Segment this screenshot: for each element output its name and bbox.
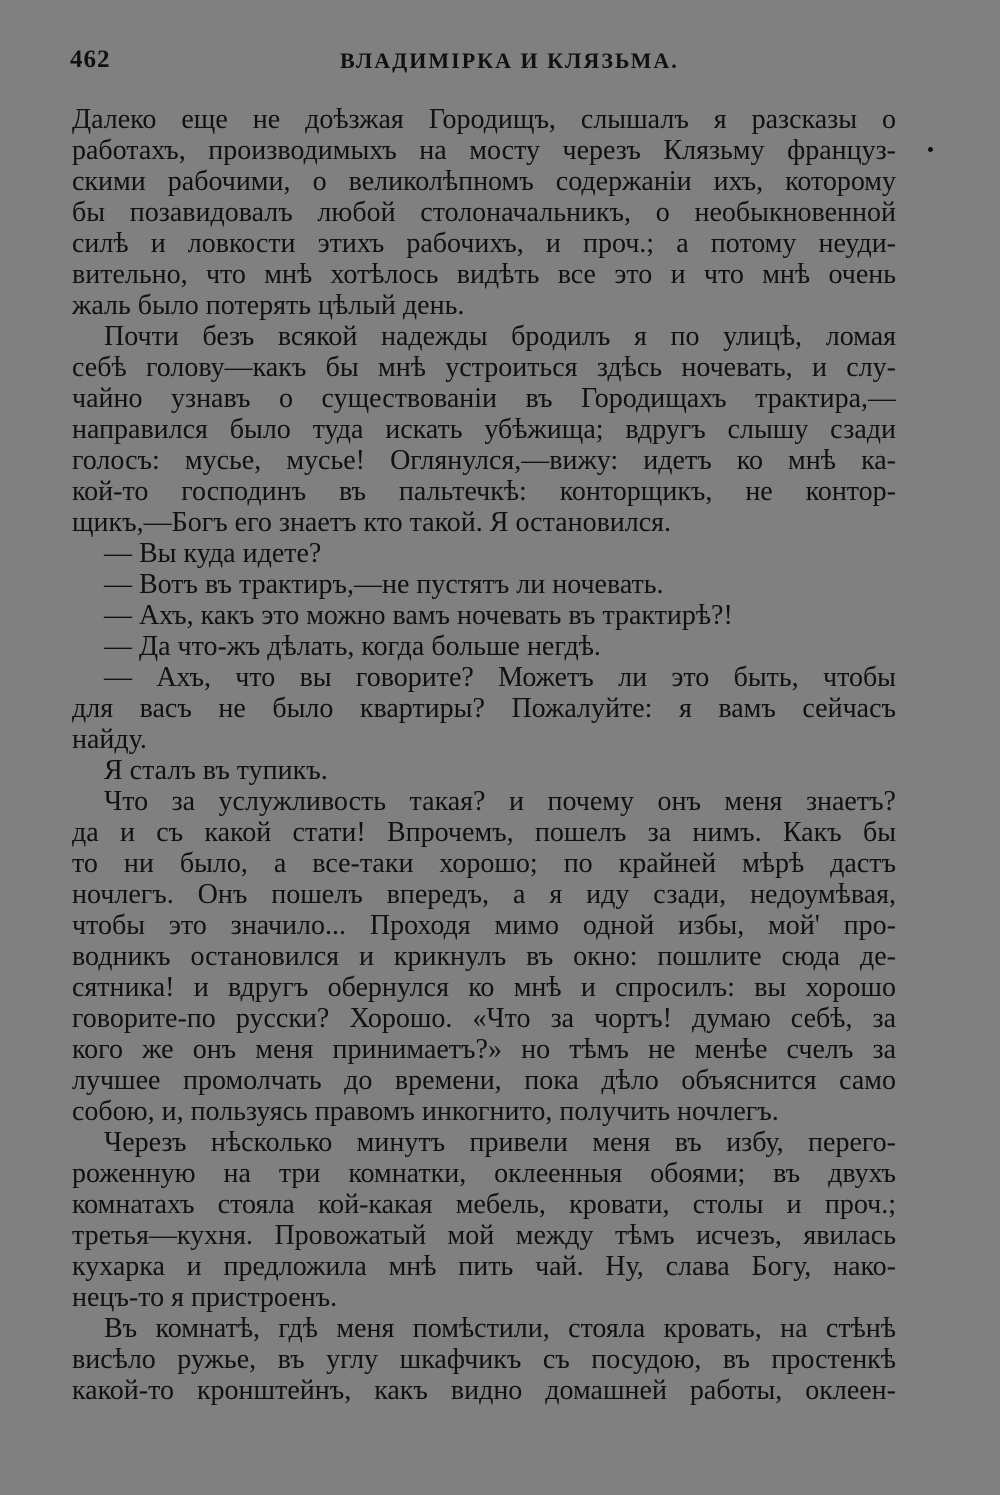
text-line: Я сталъ въ тупикъ.	[104, 755, 328, 786]
dialogue-line: — Да что-жъ дѣлать, когда больше негдѣ.	[104, 631, 601, 662]
running-title: ВЛАДИМІРКА И КЛЯЗЬМА.	[340, 48, 679, 73]
text-line: третья—кухня. Провожатый мой между тѣмъ исчезъ, явилась	[72, 1220, 896, 1251]
text-line: кухарка и предложила мнѣ пить чай. Ну, слава Богу, нако-	[72, 1251, 896, 1282]
text-line: роженную на три комнатки, оклеенныя обоями; въ двухъ	[72, 1158, 896, 1189]
dialogue-line: — Ахъ, что вы говорите? Можетъ ли это быть, чтобы	[104, 662, 896, 693]
text-line: Почти безъ всякой надежды бродилъ я по улицѣ, ломая	[104, 321, 896, 352]
page-header	[70, 46, 896, 80]
text-line: собою, и, пользуясь правомъ инкогнито, получить ночлегъ.	[72, 1096, 779, 1127]
text-line: чтобы это значило... Проходя мимо одной избы, мой' про-	[72, 910, 896, 941]
text-line: Далеко еще не доѣзжая Городищъ, слышалъ я разсказы о	[72, 104, 896, 135]
text-line: сятника! и вдругъ обернулся ко мнѣ и спросилъ: вы хорошо	[72, 972, 896, 1003]
text-line: для васъ не было квартиры? Пожалуйте: я вамъ сейчасъ	[72, 693, 896, 724]
text-line: Черезъ нѣсколько минутъ привели меня въ избу, перего-	[104, 1127, 896, 1158]
text-line: голосъ: мусье, мусье! Оглянулся,—вижу: идетъ ко мнѣ ка-	[72, 445, 896, 476]
text-line: щикъ,—Богъ его знаетъ кто такой. Я остановился.	[72, 507, 672, 538]
text-line: Въ комнатѣ, гдѣ меня помѣстили, стояла кровать, на стѣнѣ	[104, 1313, 896, 1344]
text-line: комнатахъ стояла кой-какая мебель, кровати, столы и проч.;	[72, 1189, 896, 1220]
text-line: какой-то кронштейнъ, какъ видно домашней работы, оклеен-	[72, 1375, 896, 1406]
text-line: водникъ остановился и крикнулъ въ окно: пошлите сюда де-	[72, 941, 896, 972]
text-line: кой-то господинъ въ пальтечкѣ: конторщикъ, не контор-	[72, 476, 896, 507]
text-line: бы позавидовалъ любой столоначальникъ, о необыкновенной	[72, 197, 896, 228]
text-line: да и съ какой стати! Впрочемъ, пошелъ за нимъ. Какъ бы	[72, 817, 896, 848]
text-line: нецъ-то я пристроенъ.	[72, 1282, 338, 1313]
text-line: работахъ, производимыхъ на мосту черезъ Клязьму француз-	[72, 135, 896, 166]
page-number: 462	[70, 46, 111, 73]
text-line: скими рабочими, о великолѣпномъ содержаніи ихъ, которому	[72, 166, 896, 197]
dialogue-line: — Ахъ, какъ это можно вамъ ночевать въ трактирѣ?!	[104, 600, 733, 631]
text-line: силѣ и ловкости этихъ рабочихъ, и проч.; а потому неуди-	[72, 228, 896, 259]
text-line: себѣ голову—какъ бы мнѣ устроиться здѣсь ночевать, и слу-	[72, 352, 896, 383]
text-line: жаль было потерять цѣлый день.	[72, 290, 465, 321]
text-line: ночлегъ. Онъ пошелъ впередъ, а я иду сзади, недоумѣвая,	[72, 879, 896, 910]
dialogue-line: — Вотъ въ трактиръ,—не пустятъ ли ночевать.	[104, 569, 664, 600]
dialogue-line: — Вы куда идете?	[104, 538, 322, 569]
text-line: Что за услужливость такая? и почему онъ меня знаетъ?	[104, 786, 896, 817]
text-line: говорите-по русски? Хорошо. «Что за чортъ! думаю себѣ, за	[72, 1003, 896, 1034]
text-line: найду.	[72, 724, 147, 755]
text-line: направился было туда искать убѣжища; вдругъ слышу сзади	[72, 414, 896, 445]
text-line: то ни было, а все-таки хорошо; по крайней мѣрѣ дастъ	[72, 848, 896, 879]
text-line: чайно узнавъ о существованіи въ Городищахъ трактира,—	[72, 383, 896, 414]
text-line: лучшее промолчать до времени, пока дѣло объяснится само	[72, 1065, 896, 1096]
text-line: висѣло ружье, въ углу шкафчикъ съ посудою, въ простенкѣ	[72, 1344, 896, 1375]
text-line: вительно, что мнѣ хотѣлось видѣть все это и что мнѣ очень	[72, 259, 896, 290]
text-line: кого же онъ меня принимаетъ?» но тѣмъ не менѣе счелъ за	[72, 1034, 896, 1065]
margin-speck	[928, 147, 933, 152]
body-text	[72, 104, 896, 1406]
